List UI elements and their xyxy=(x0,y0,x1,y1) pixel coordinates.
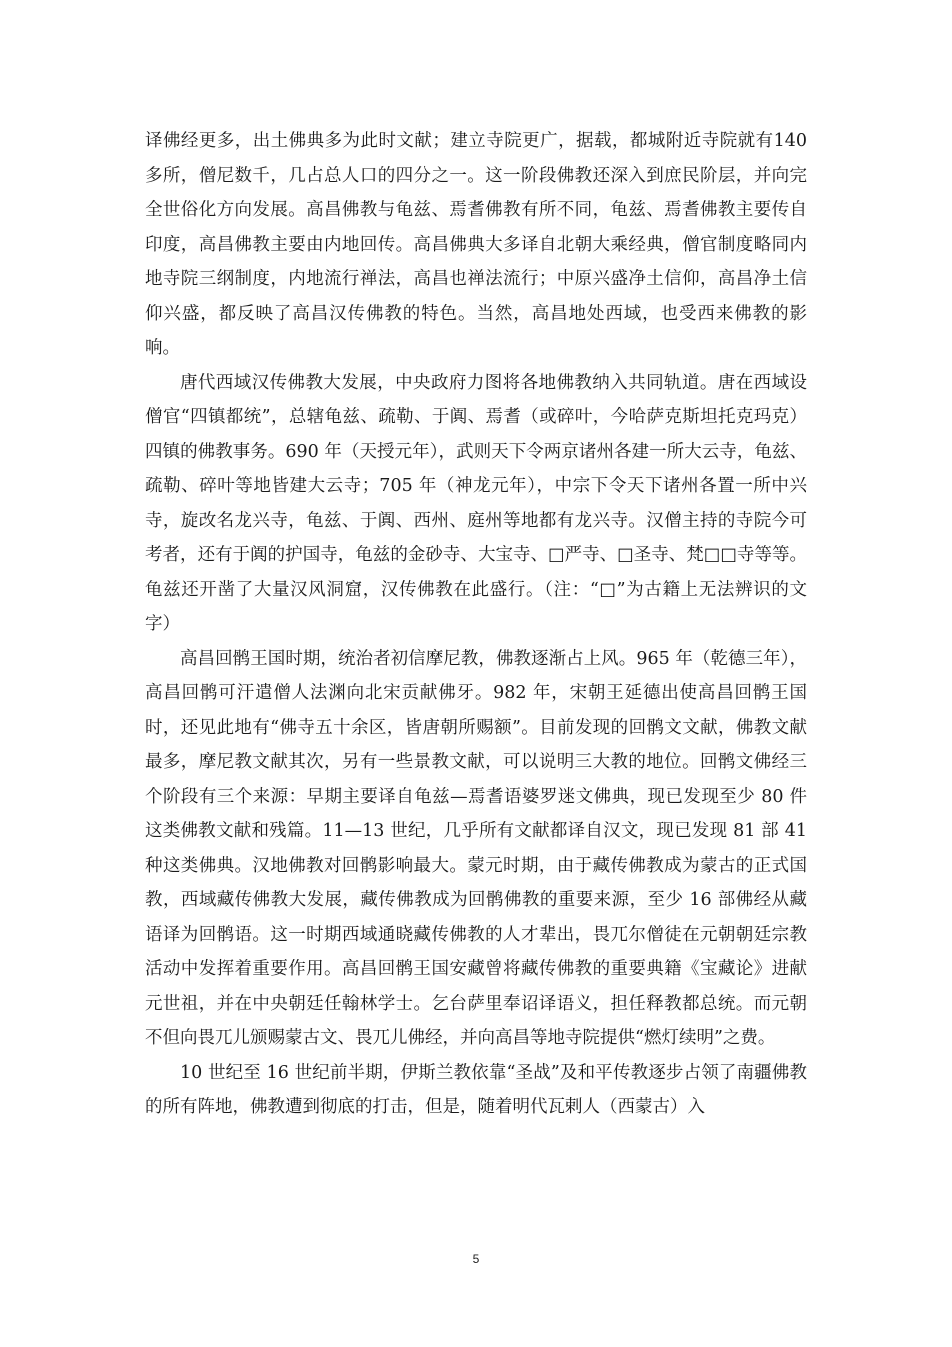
paragraph-gaochang-uighur: 高昌回鹘王国时期，统治者初信摩尼教，佛教逐渐占上风。965 年（乾德三年），高昌回鹘可汗遣僧人法渊向北宋贡献佛牙。982 年，宋朝王延德出使高昌回鹘王国时，还见此地有“佛寺五十余区，皆唐朝所赐额”。目前发现的回鹘文文献，佛教文献最多，摩尼教文献其次，另有一些景教文献，可以说明三大教的地位。回鹘文佛经三个阶段有三个来源：早期主要译自龟兹—焉耆语婆罗迷文佛典，现已发现至少 80 件这类佛教文献和残篇。11—13 世纪，几乎所有文献都译自汉文，现已发现 81 部 41 种这类佛典。汉地佛教对回鹘影响最大。蒙元时期，由于藏传佛教成为蒙古的正式国教，西域藏传佛教大发展，藏传佛教成为回鹘佛教的重要来源，至少 16 部佛经从藏语译为回鹘语。这一时期西域通晓藏传佛教的人才辈出，畏兀尔僧徒在元朝朝廷宗教活动中发挥着重要作用。高昌回鹘王国安藏曾将藏传佛教的重要典籍《宝藏论》进献元世祖，并在中央朝廷任翰林学士。乞台萨里奉诏译语义，担任释教都总统。而元朝不但向畏兀儿颁赐蒙古文、畏兀儿佛经，并向高昌等地寺院提供“燃灯续明”之费。 xyxy=(145,648,807,1048)
paragraph-continuation: 译佛经更多，出土佛典多为此时文献；建立寺院更广，据载，都城附近寺院就有140 多所，僧尼数千，几占总人口的四分之一。这一阶段佛教还深入到庶民阶层，并向完全世俗化方向发展。高昌佛教与龟兹、焉耆佛教有所不同，龟兹、焉耆佛教主要传自印度，高昌佛教主要由内地回传。高昌佛典大多译自北朝大乘经典，僧官制度略同内地寺院三纲制度，内地流行禅法，高昌也禅法流行；中原兴盛净土信仰，高昌净土信仰兴盛，都反映了高昌汉传佛教的特色。当然，高昌地处西域，也受西来佛教的影响。 xyxy=(145,131,807,358)
paragraph-tang-dynasty: 唐代西域汉传佛教大发展，中央政府力图将各地佛教纳入共同轨道。唐在西域设僧官“四镇都统”，总辖龟兹、疏勒、于阗、焉耆（或碎叶，今哈萨克斯坦托克玛克）四镇的佛教事务。690 年（天授元年），武则天下令两京诸州各建一所大云寺，龟兹、疏勒、碎叶等地皆建大云寺；705 年（神龙元年），中宗下令天下诸州各置一所中兴寺，旋改名龙兴寺，龟兹、于阗、西州、庭州等地都有龙兴寺。汉僧主持的寺院今可考者，还有于阗的护国寺，龟兹的金砂寺、大宝寺、□严寺、□圣寺、梵□□寺等等。龟兹还开凿了大量汉风洞窟，汉传佛教在此盛行。（注：“□”为古籍上无法辨识的文字） xyxy=(145,372,807,634)
page-number: 5 xyxy=(472,1252,480,1266)
paragraph-islam-spread: 10 世纪至 16 世纪前半期，伊斯兰教依靠“圣战”及和平传教逐步占领了南疆佛教的所有阵地，佛教遭到彻底的打击，但是，随着明代瓦剌人（西蒙古）入 xyxy=(145,1062,807,1117)
body-text xyxy=(145,124,807,1125)
